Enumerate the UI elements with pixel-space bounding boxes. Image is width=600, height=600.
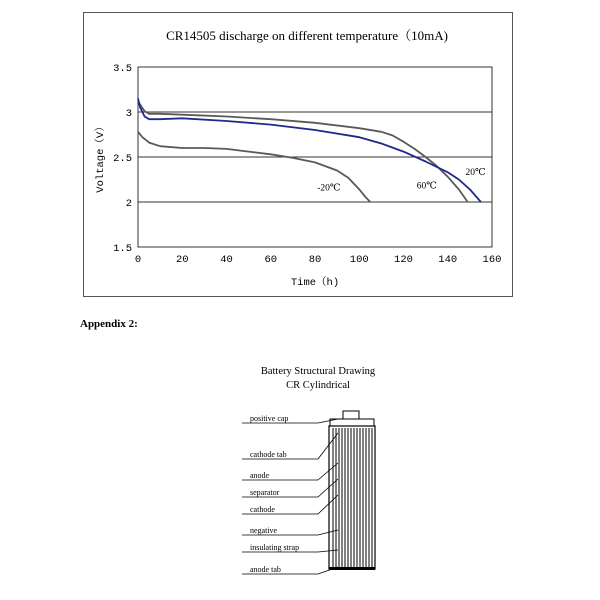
y-tick-label: 3.5 xyxy=(113,63,132,75)
x-tick-label: 100 xyxy=(349,254,369,266)
part-label: separator xyxy=(250,488,280,497)
part-label: anode tab xyxy=(250,565,281,574)
x-tick-labels xyxy=(135,254,502,266)
x-axis-label: Time（h) xyxy=(290,277,340,289)
part-label: insulating strap xyxy=(250,543,300,552)
part-label: negative xyxy=(250,526,278,535)
part-label: cathode xyxy=(250,505,275,514)
y-tick-label: 2.5 xyxy=(113,153,132,165)
discharge-chart xyxy=(84,13,514,298)
y-axis-label: Voltage（V） xyxy=(95,121,107,193)
part-label: cathode tab xyxy=(250,450,287,459)
drawing-subtitle: CR Cylindrical xyxy=(286,380,350,391)
x-tick-label: 140 xyxy=(438,254,458,266)
cell-top xyxy=(330,419,374,426)
drawing-title: Battery Structural Drawing xyxy=(260,366,376,377)
x-tick-label: 20 xyxy=(175,254,189,266)
series-label: -20℃ xyxy=(317,183,341,194)
positive-cap-shape xyxy=(343,411,359,419)
battery-cell xyxy=(329,411,375,570)
x-tick-label: 160 xyxy=(482,254,502,266)
x-tick-label: 60 xyxy=(264,254,278,266)
part-label: anode xyxy=(250,471,270,480)
x-tick-label: 0 xyxy=(134,254,142,266)
battery-structural-drawing xyxy=(0,355,600,600)
y-tick-label: 2 xyxy=(125,198,132,210)
y-tick-label: 3 xyxy=(125,108,132,120)
series-label: 60℃ xyxy=(416,181,437,192)
series-label: 20℃ xyxy=(465,168,486,178)
x-tick-label: 80 xyxy=(308,254,322,266)
part-label: positive cap xyxy=(250,414,289,423)
x-tick-label: 120 xyxy=(394,254,413,266)
chart-frame xyxy=(83,12,513,297)
part-labels xyxy=(242,414,338,574)
y-tick-labels xyxy=(113,63,132,255)
chart-title: CR14505 discharge on different temperature（10mA) xyxy=(166,28,448,43)
grid-lines xyxy=(138,112,492,202)
y-tick-label: 1.5 xyxy=(113,243,132,255)
x-tick-label: 40 xyxy=(220,254,233,266)
appendix-heading: Appendix 2: xyxy=(80,318,138,330)
leader-line xyxy=(318,567,338,574)
